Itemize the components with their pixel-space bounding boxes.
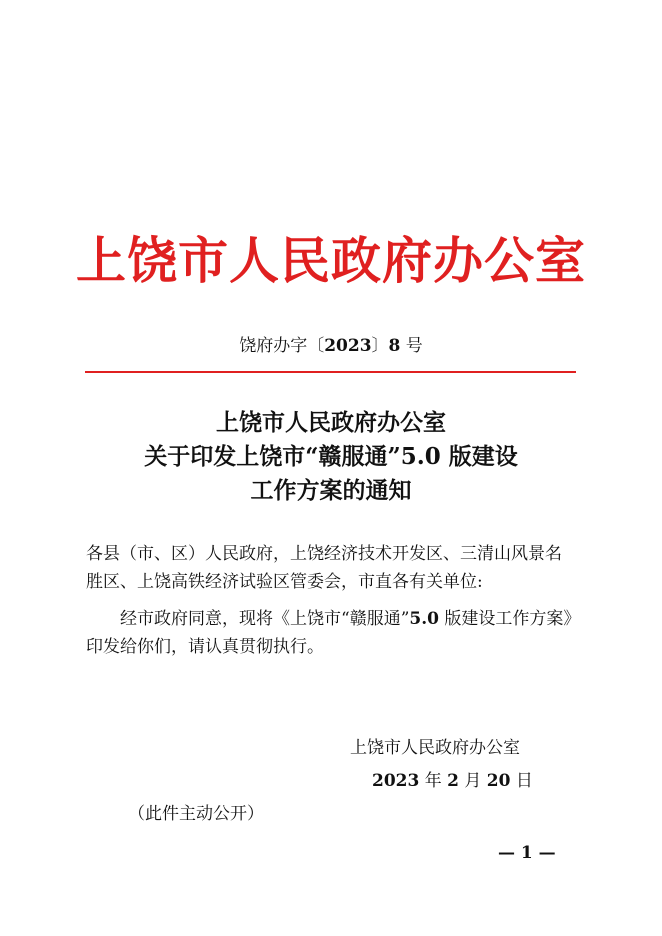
issuer-signature: 上饶市人民政府办公室: [350, 738, 520, 758]
doc-number-year: 2023: [324, 336, 372, 356]
date-month-label: 月: [458, 771, 487, 791]
title-line-3: 工作方案的通知: [250, 477, 412, 504]
issue-date: [372, 767, 533, 795]
doc-number-suffix: 号: [400, 336, 423, 356]
body-paragraph: [86, 605, 578, 661]
public-release-note: （此件主动公开）: [128, 804, 264, 824]
title-line-2: 关于印发上饶市“赣服通”5.0 版建设: [144, 443, 518, 470]
doc-number-prefix: 饶府办字〔: [239, 336, 325, 356]
issuing-office-header: 上饶市人民政府办公室: [76, 231, 586, 290]
para-part-2: 版建设工作方案》印发给你们，请认真贯彻执行。: [86, 609, 572, 657]
date-day-label: 日: [510, 771, 533, 791]
date-day: 20: [486, 771, 511, 791]
document-title: [0, 406, 662, 508]
date-year-label: 年: [419, 771, 448, 791]
doc-number-close: 〕: [371, 336, 389, 356]
doc-number-num: 8: [388, 336, 401, 356]
page-number: — 1 —: [498, 843, 556, 863]
red-divider: [85, 371, 576, 373]
document-number: [0, 333, 662, 359]
para-part-1: 经市政府同意，现将《上饶市“赣服通”: [120, 609, 410, 629]
date-month: 2: [447, 771, 459, 791]
para-version: 5.0: [409, 609, 439, 629]
title-line-1: 上饶市人民政府办公室: [216, 409, 446, 436]
salutation: 各县（市、区）人民政府，上饶经济技术开发区、三清山风景名胜区、上饶高铁经济试验区管委会，市直各有关单位:: [86, 544, 562, 592]
date-year: 2023: [372, 771, 420, 791]
